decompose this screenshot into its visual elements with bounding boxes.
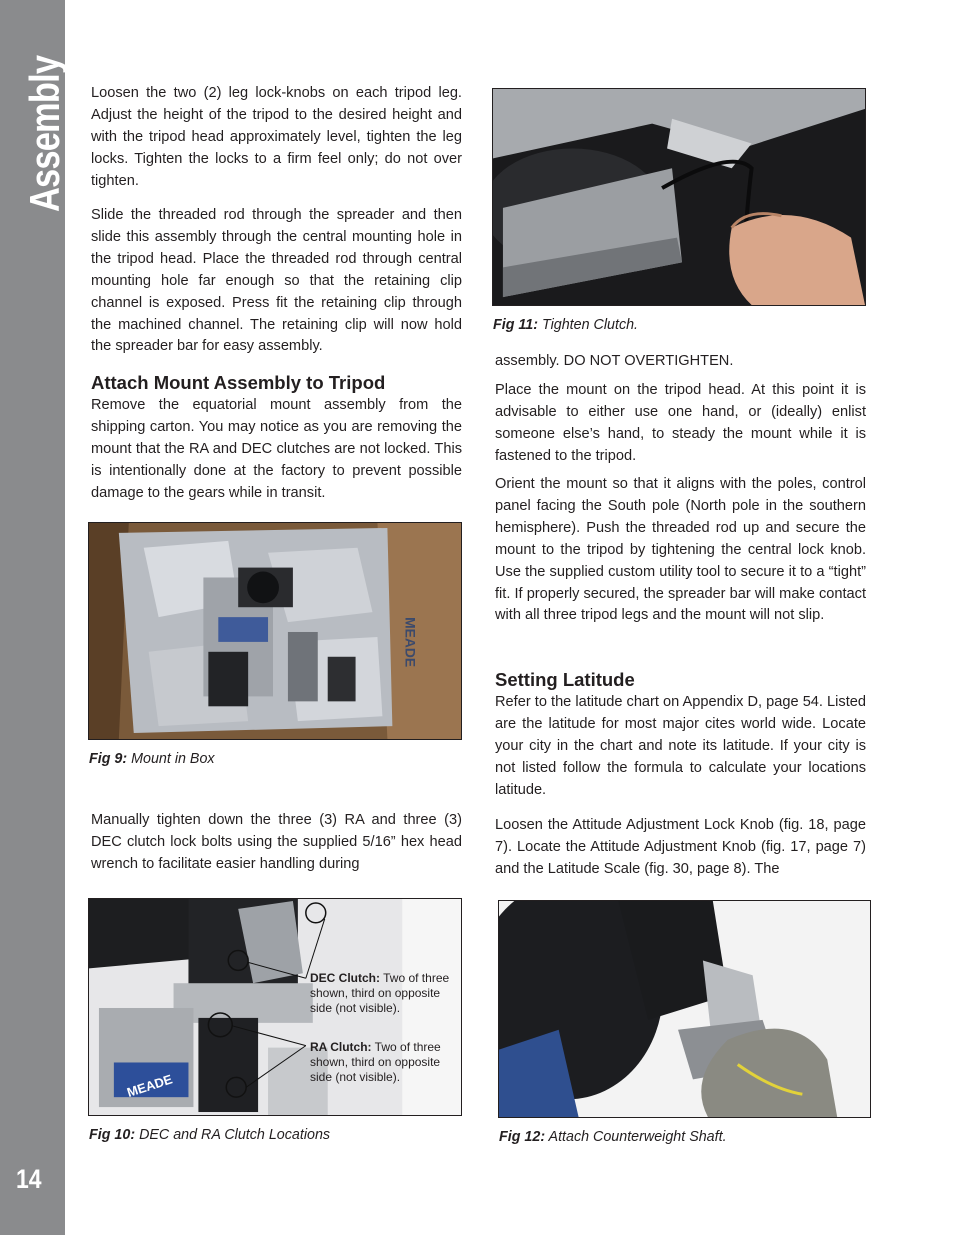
section-title: Assembly: [21, 55, 68, 213]
annotation-ra-clutch: RA Clutch: Two of three shown, third on opposite side (not visible).: [310, 1040, 441, 1084]
right-paragraph-1: assembly. DO NOT OVERTIGHTEN.: [495, 353, 734, 369]
mount-in-box-illustration: [89, 523, 461, 739]
heading-setting-latitude: Setting Latitude: [495, 669, 635, 690]
figure-clutch-locations: [88, 898, 462, 1116]
page-number: 14: [16, 1164, 42, 1194]
caption-fig-11: Fig 11: Tighten Clutch.: [493, 317, 639, 333]
mount-brand-text: MEADE: [125, 1071, 175, 1101]
right-paragraph-3: Orient the mount so that it aligns with the poles, control panel facing the South pole (North pole in the southern hemisphere). Push the threaded rod up and secure the mount to the tripod by tightening the central lock knob. Use the supplied custom utility tool to secure it to a “tight” fit. If properly secured, the spreader bar will make contact with all three tripod legs and the mount will not slip.: [495, 476, 866, 624]
right-paragraph-2: Place the mount on the tripod head. At this point it is advisable to either use one hand, or (ideally) enlist someone else’s hand, to steady the mount while it is fastened to the tripod.: [495, 382, 866, 464]
counterweight-shaft-illustration: [499, 901, 870, 1117]
right-paragraph-5: Loosen the Attitude Adjustment Lock Knob (fig. 18, page 7). Locate the Attitude Adjustment Knob (fig. 17, page 7) and the Latitude Scale (fig. 30, page 8). The: [495, 817, 866, 877]
left-paragraph-4: Manually tighten down the three (3) RA and three (3) DEC clutch lock bolts using the supplied 5/16” hex head wrench to facilitate easier handling during: [91, 812, 462, 872]
caption-fig-12: Fig 12: Attach Counterweight Shaft.: [499, 1129, 727, 1145]
left-paragraph-2: Slide the threaded rod through the spreader and then slide this assembly through the central mounting hole in the tripod head. Place the threaded rod through central mounting hole far enough so that the retaining clip channel is exposed. Press fit the retaining clip through the machined channel. The retaining clip will now hold the spreader bar for easy assembly.: [91, 207, 462, 355]
figure-mount-in-box: [88, 522, 462, 740]
right-paragraph-4: Refer to the latitude chart on Appendix D, page 54. Listed are the latitude for most major cites world wide. Locate your city in the chart and note its latitude. If your city is not listed follow the formula to calculate your locations latitude.: [495, 694, 866, 798]
annotation-dec-clutch: DEC Clutch: Two of three shown, third on opposite side (not visible).: [310, 971, 450, 1015]
caption-fig-10: Fig 10: DEC and RA Clutch Locations: [89, 1127, 331, 1143]
caption-fig-9: Fig 9: Mount in Box: [89, 751, 215, 767]
section-sidebar: [0, 0, 68, 1235]
figure-tighten-clutch: [492, 88, 866, 306]
tighten-clutch-illustration: [493, 89, 865, 305]
figure-counterweight-shaft: [498, 900, 871, 1118]
box-brand-text: MEADE: [402, 617, 419, 668]
left-paragraph-3: Remove the equatorial mount assembly from the shipping carton. You may notice as you are removing the mount that the RA and DEC clutches are not locked. This is intentionally done at the factory to prevent possible damage to the gears while in transit.: [91, 397, 462, 501]
heading-attach-mount: Attach Mount Assembly to Tripod: [91, 372, 386, 393]
left-paragraph-1: Loosen the two (2) leg lock-knobs on each tripod leg. Adjust the height of the tripod to the desired height and with the tripod head approximately level, tighten the leg locks. Tighten the locks to a firm feel only; do not over tighten.: [91, 85, 462, 189]
